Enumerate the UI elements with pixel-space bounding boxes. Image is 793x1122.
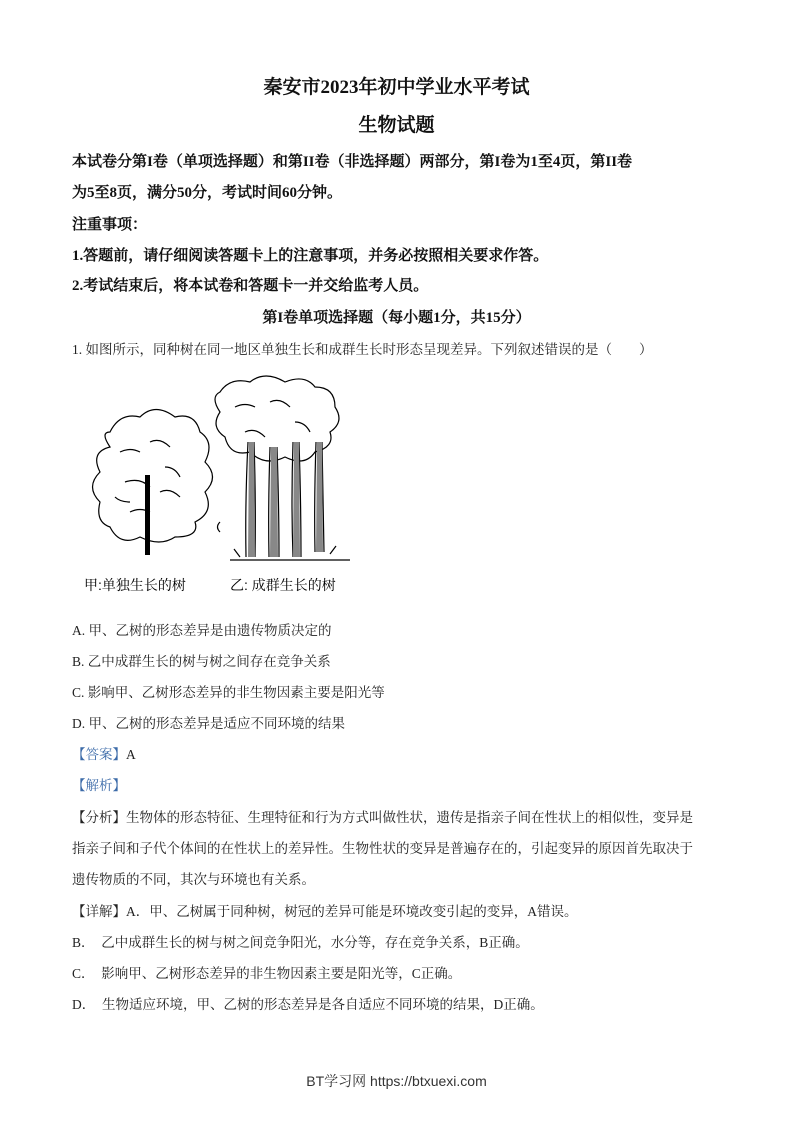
analysis-line: 【分析】生物体的形态特征、生理特征和行为方式叫做性状，遗传是指亲子间在性状上的相似性，变异是 bbox=[72, 810, 693, 825]
exam-subtitle: 生物试题 bbox=[358, 115, 435, 136]
intro-line: 为5至8页，满分50分，考试时间60分钟。 bbox=[72, 185, 343, 201]
exam-title: 秦安市2023年初中学业水平考试 bbox=[263, 77, 530, 98]
answer-value: A bbox=[126, 747, 136, 762]
note-item: 1.答题前，请仔细阅读答题卡上的注意事项，并务必按照相关要求作答。 bbox=[72, 248, 549, 264]
detail-line: 【详解】A．甲、乙树属于同种树，树冠的差异可能是环境改变引起的变异，A错误。 bbox=[72, 904, 578, 919]
tree-figure bbox=[80, 372, 370, 572]
option-b: B. 乙中成群生长的树与树之间存在竞争关系 bbox=[72, 654, 331, 669]
option-d: D. 甲、乙树的形态差异是适应不同环境的结果 bbox=[72, 716, 345, 731]
detail-line: C． 影响甲、乙树形态差异的非生物因素主要是阳光等，C正确。 bbox=[72, 966, 462, 981]
intro-line: 本试卷分第I卷（单项选择题）和第II卷（非选择题）两部分，第I卷为1至4页，第II卷 bbox=[72, 154, 633, 170]
note-item: 2.考试结束后，将本试卷和答题卡一并交给监考人员。 bbox=[72, 278, 429, 294]
figure-caption-group: 乙: 成群生长的树 bbox=[230, 577, 336, 593]
option-a: A. 甲、乙树的形态差异是由遗传物质决定的 bbox=[72, 623, 332, 638]
solitary-tree-trunk bbox=[145, 475, 150, 555]
analysis-line: 指亲子间和子代个体间的在性状上的差异性。生物性状的变异是普遍存在的，引起变异的原因首先取决于 bbox=[72, 841, 693, 856]
analysis-line: 遗传物质的不同，其次与环境也有关系。 bbox=[72, 872, 315, 887]
option-c: C. 影响甲、乙树形态差异的非生物因素主要是阳光等 bbox=[72, 685, 385, 700]
analysis-label: 【解析】 bbox=[72, 778, 126, 793]
detail-line: D． 生物适应环境，甲、乙树的形态差异是各自适应不同环境的结果，D正确。 bbox=[72, 997, 544, 1012]
answer-label: 【答案】 bbox=[72, 747, 126, 762]
group-trees-illustration bbox=[215, 376, 350, 560]
solitary-tree-illustration bbox=[93, 410, 213, 543]
section-title: 第I卷单项选择题（每小题1分，共15分） bbox=[262, 310, 531, 326]
notes-heading: 注重事项： bbox=[72, 217, 148, 233]
detail-line: B． 乙中成群生长的树与树之间竞争阳光，水分等，存在竞争关系，B正确。 bbox=[72, 935, 529, 950]
figure-caption-solitary: 甲:单独生长的树 bbox=[84, 577, 186, 593]
footer-watermark: BT学习网 https://btxuexi.com bbox=[306, 1073, 487, 1089]
answer-line bbox=[72, 743, 136, 763]
question-stem: 1. 如图所示，同种树在同一地区单独生长和成群生长时形态呈现差异。下列叙述错误的是（ ） bbox=[72, 342, 653, 357]
